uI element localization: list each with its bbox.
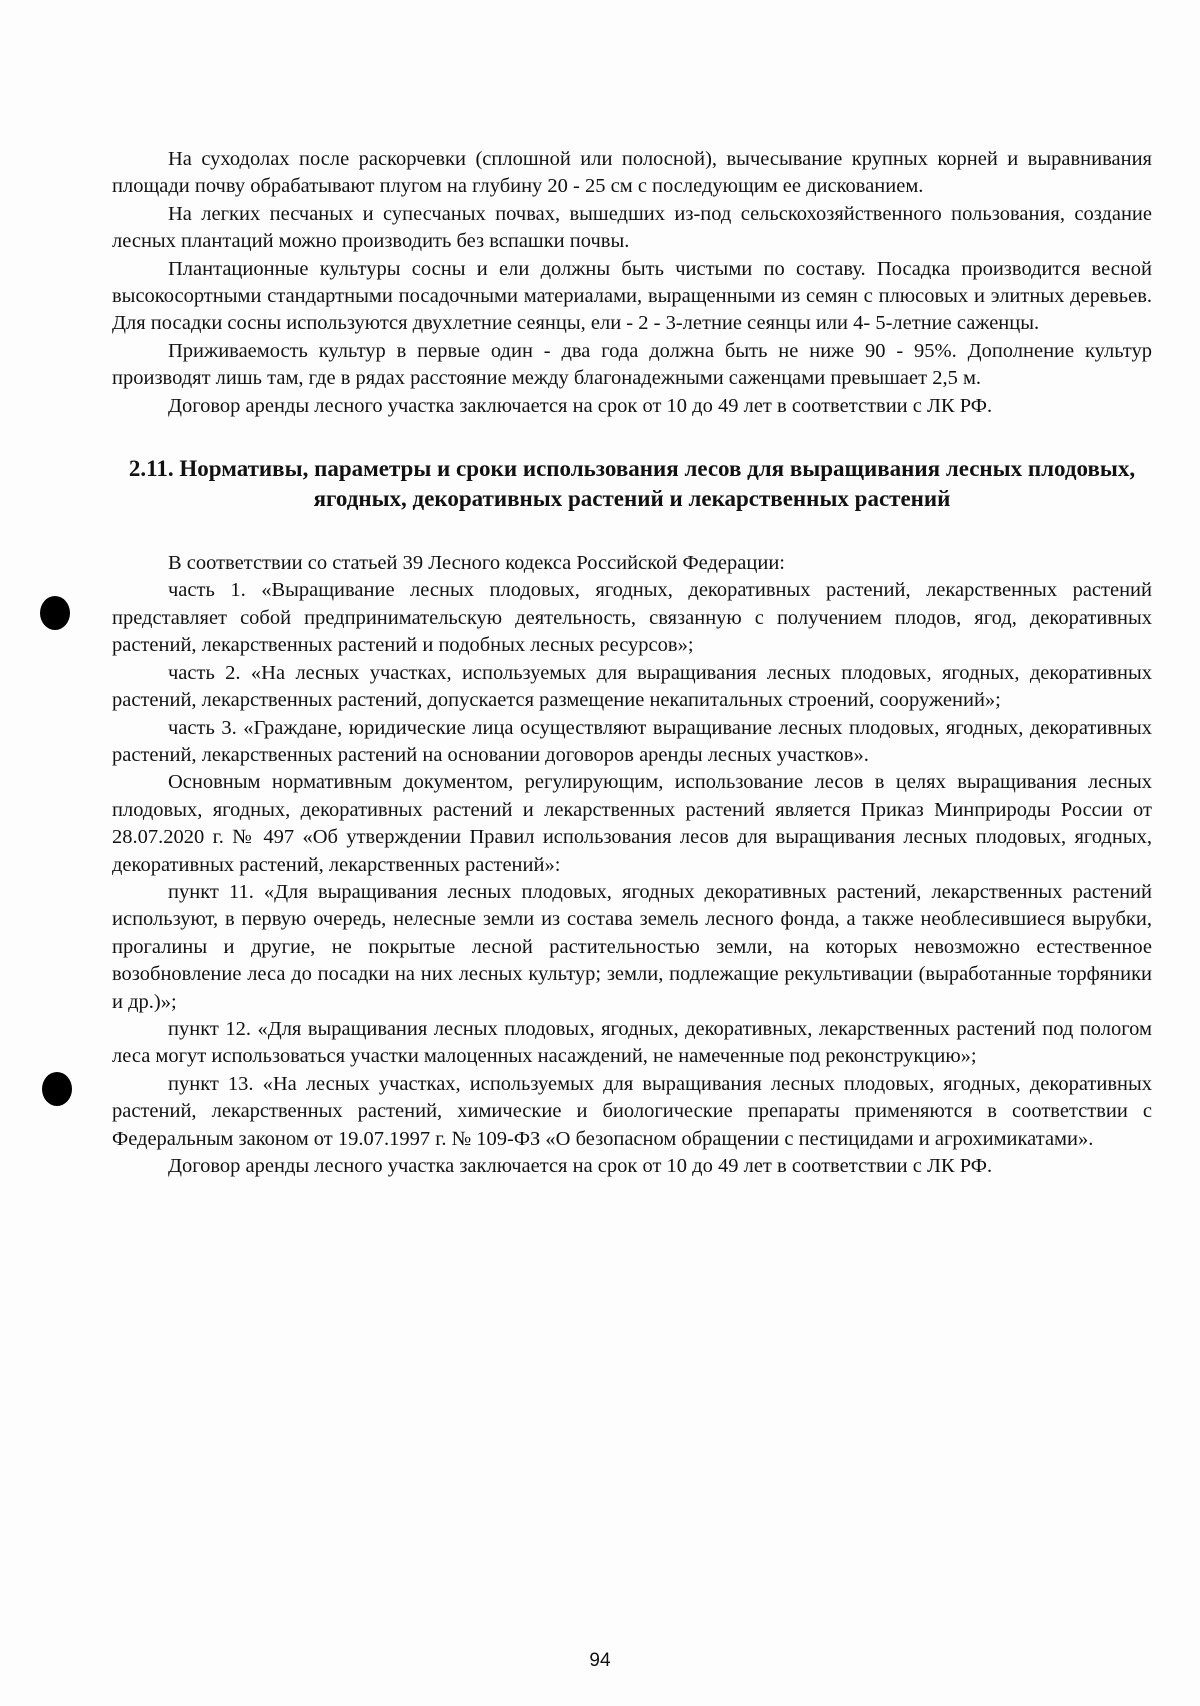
paragraph-part-2: часть 2. «На лесных участках, используемых для выращивания лесных плодовых, ягодных, декоративных растений, лекарственных растений, допускается размещение некапитальных строений, сооружений»;: [112, 661, 1152, 712]
paragraph-article-39: В соответствии со статьей 39 Лесного кодекса Российской Федерации:: [168, 552, 785, 575]
punch-hole-bottom: [42, 1072, 72, 1106]
document-body: [112, 146, 1152, 1180]
paragraph-tillage: На суходолах после раскорчевки (сплошной или полосной), вычесывание крупных корней и выравнивания площади почву обрабатывают плугом на глубину 20 - 25 см с последующим ее дискованием.: [112, 148, 1152, 198]
punch-hole-top: [40, 596, 70, 630]
paragraph-item-12: пункт 12. «Для выращивания лесных плодовых, ягодных, декоративных, лекарственных растений под пологом леса могут использоваться участки малоценных насаждений, не намеченные под реконструкцию»;: [112, 1017, 1152, 1068]
paragraph-lease-term-2: Договор аренды лесного участка заключается на срок от 10 до 49 лет в соответствии с ЛК РФ.: [168, 1155, 993, 1177]
paragraph-survival-rate: Приживаемость культур в первые один - два года должна быть не ниже 90 - 95%. Дополнение культур производят лишь там, где в рядах расстояние между благонадежными саженцами превышает 2,5 м.: [112, 339, 1152, 390]
paragraph-sandy-soils: На легких песчаных и супесчаных почвах, вышедших из-под сельскохозяйственного пользования, создание лесных плантаций можно производить без вспашки почвы.: [112, 202, 1152, 253]
section-heading: 2.11. Нормативы, параметры и сроки использования лесов для выращивания лесных плодовых, ягодных, декоративных растений и лекарственных растений: [128, 456, 1136, 512]
paragraph-item-11: пункт 11. «Для выращивания лесных плодовых, ягодных декоративных растений, лекарственных растений используют, в первую очередь, нелесные земли из состава земель лесного фонда, а также необлесившиеся вырубки, прогалины и другие, не покрытые лесной растительностью земли, на которых невозможно естественное возобновление леса до посадки на них лесных культур; земли, подлежащие рекультивации (выработанные торфяники и др.)»;: [112, 880, 1152, 1013]
paragraph-order-497: Основным нормативным документом, регулирующим, использование лесов в целях выращивания лесных плодовых, ягодных, декоративных растений и лекарственных растений является Приказ Минприроды России от 28.07.2020 г. № 497 «Об утверждении Правил использования лесов для выращивания лесных плодовых, ягодных, декоративных растений, лекарственных растений»:: [112, 771, 1152, 876]
page-number: 94: [589, 1650, 611, 1671]
paragraph-plantation-cultures: Плантационные культуры сосны и ели должны быть чистыми по составу. Посадка производится весной высокосортными стандартными посадочными материалами, выращенными из семян с плюсовых и элитных деревьев. Для посадки сосны используются двухлетние сеянцы, ели - 2 - 3-летние сеянцы или 4- 5-летние саженцы.: [112, 257, 1152, 335]
paragraph-lease-term-1: Договор аренды лесного участка заключается на срок от 10 до 49 лет в соответствии с ЛК РФ.: [168, 394, 993, 417]
paragraph-item-13: пункт 13. «На лесных участках, используемых для выращивания лесных плодовых, ягодных, декоративных растений, лекарственных растений, химические и биологические препараты применяются в соответствии с Федеральным законом от 19.07.1997 г. № 109-ФЗ «О безопасном обращении с пестицидами и агрохимикатами».: [112, 1072, 1152, 1150]
paragraph-part-1: часть 1. «Выращивание лесных плодовых, ягодных, декоративных растений, лекарственных растений представляет собой предпринимательскую деятельность, связанную с получением плодов, ягод, декоративных растений, лекарственных растений и подобных лесных ресурсов»;: [112, 579, 1152, 657]
paragraph-part-3: часть 3. «Граждане, юридические лица осуществляют выращивание лесных плодовых, ягодных, декоративных растений, лекарственных растений на основании договоров аренды лесных участков».: [112, 716, 1152, 766]
